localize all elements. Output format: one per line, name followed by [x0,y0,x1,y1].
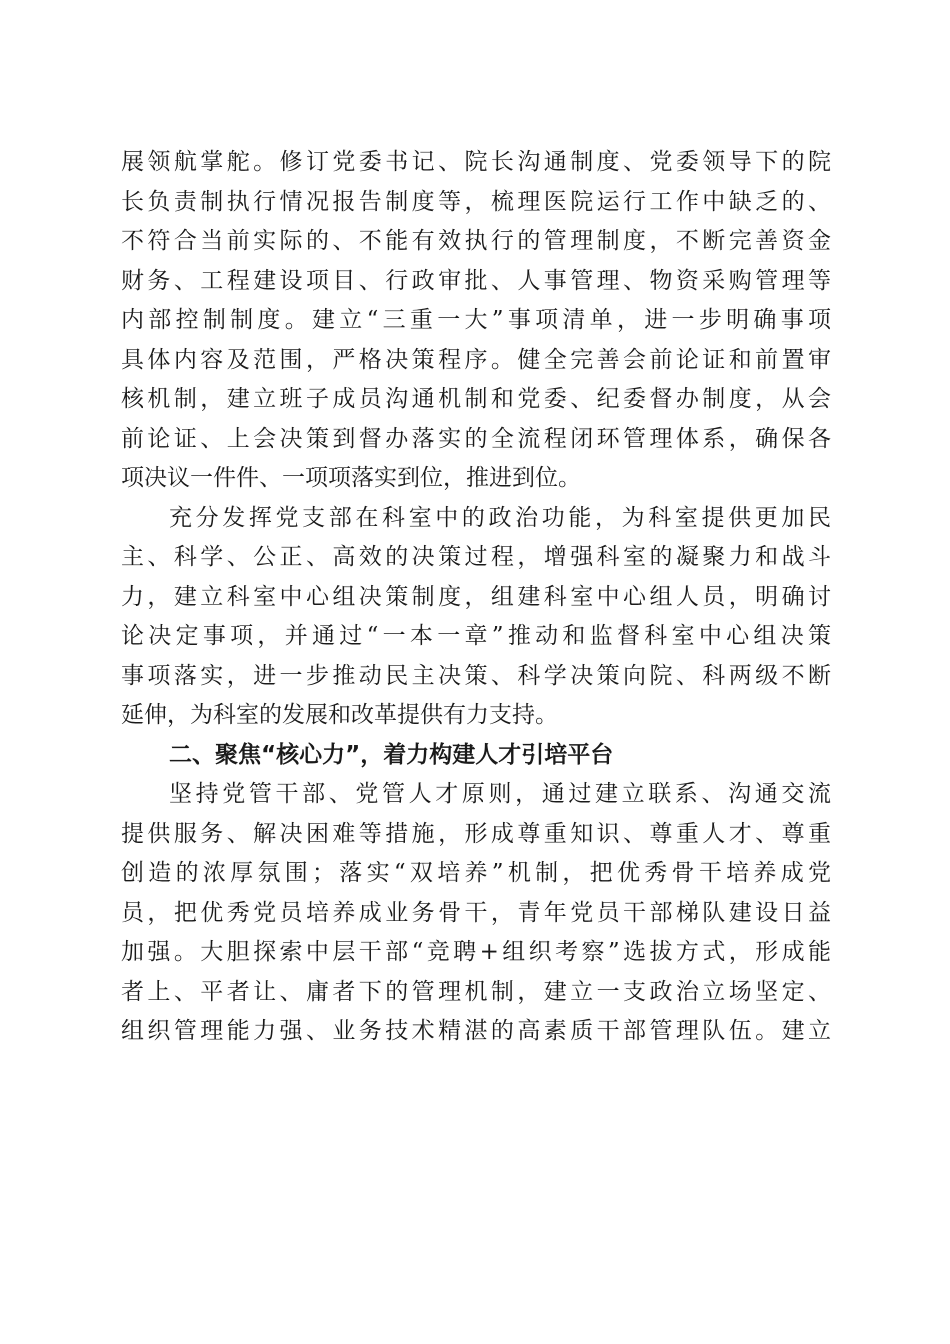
text-line: 前论证、上会决策到督办落实的全流程闭环管理体系，确保各 [121,425,831,452]
section-heading-text: 二、聚焦“核心力”，着力构建人才引培平台 [169,741,614,768]
section-heading [121,736,831,776]
text-line: 不符合当前实际的、不能有效执行的管理制度，不断完善资金 [121,228,831,254]
text-line: 员，把优秀党员培养成业务骨干，青年党员干部梯队建设日益 [121,899,831,926]
paragraph-2 [121,499,831,736]
text-line: 财务、工程建设项目、行政审批、人事管理、物资采购管理等 [121,267,831,294]
paragraph-3 [121,775,831,1052]
text-line: 者上、平者让、庸者下的管理机制，建立一支政治立场坚定、 [121,978,831,1005]
text-line: 论决定事项，并通过“一本一章”推动和监督科室中心组决策 [121,623,831,649]
text-line: 长负责制执行情况报告制度等，梳理医院运行工作中缺乏的、 [121,188,831,215]
text-line: 主、科学、公正、高效的决策过程，增强科室的凝聚力和战斗 [121,544,831,570]
text-line: 坚持党管干部、党管人才原则，通过建立联系、沟通交流 [169,781,831,807]
text-line: 创造的浓厚氛围；落实“双培养”机制，把优秀骨干培养成党 [121,860,831,886]
text-line: 加强。大胆探索中层干部“竞聘+组织考察”选拔方式，形成能 [121,939,831,965]
paragraph-1 [121,143,831,499]
text-line: 提供服务、解决困难等措施，形成尊重知识、尊重人才、尊重 [121,820,831,847]
text-line: 内部控制制度。建立“三重一大”事项清单，进一步明确事项 [121,307,831,333]
text-line: 项决议一件件、一项项落实到位，推进到位。 [121,465,581,491]
text-line: 具体内容及范围，严格决策程序。健全完善会前论证和前置审 [121,346,831,373]
text-line: 组织管理能力强、业务技术精湛的高素质干部管理队伍。建立 [121,1018,831,1044]
text-line: 力，建立科室中心组决策制度，组建科室中心组人员，明确讨 [121,583,831,610]
text-line: 核机制，建立班子成员沟通机制和党委、纪委督办制度，从会 [121,386,831,412]
text-line: 事项落实，进一步推动民主决策、科学决策向院、科两级不断 [121,662,831,689]
text-line: 延伸，为科室的发展和改革提供有力支持。 [121,702,558,728]
text-line: 充分发挥党支部在科室中的政治功能，为科室提供更加民 [169,504,831,531]
document-body [121,143,831,1052]
text-line: 展领航掌舵。修订党委书记、院长沟通制度、党委领导下的院 [121,149,831,175]
